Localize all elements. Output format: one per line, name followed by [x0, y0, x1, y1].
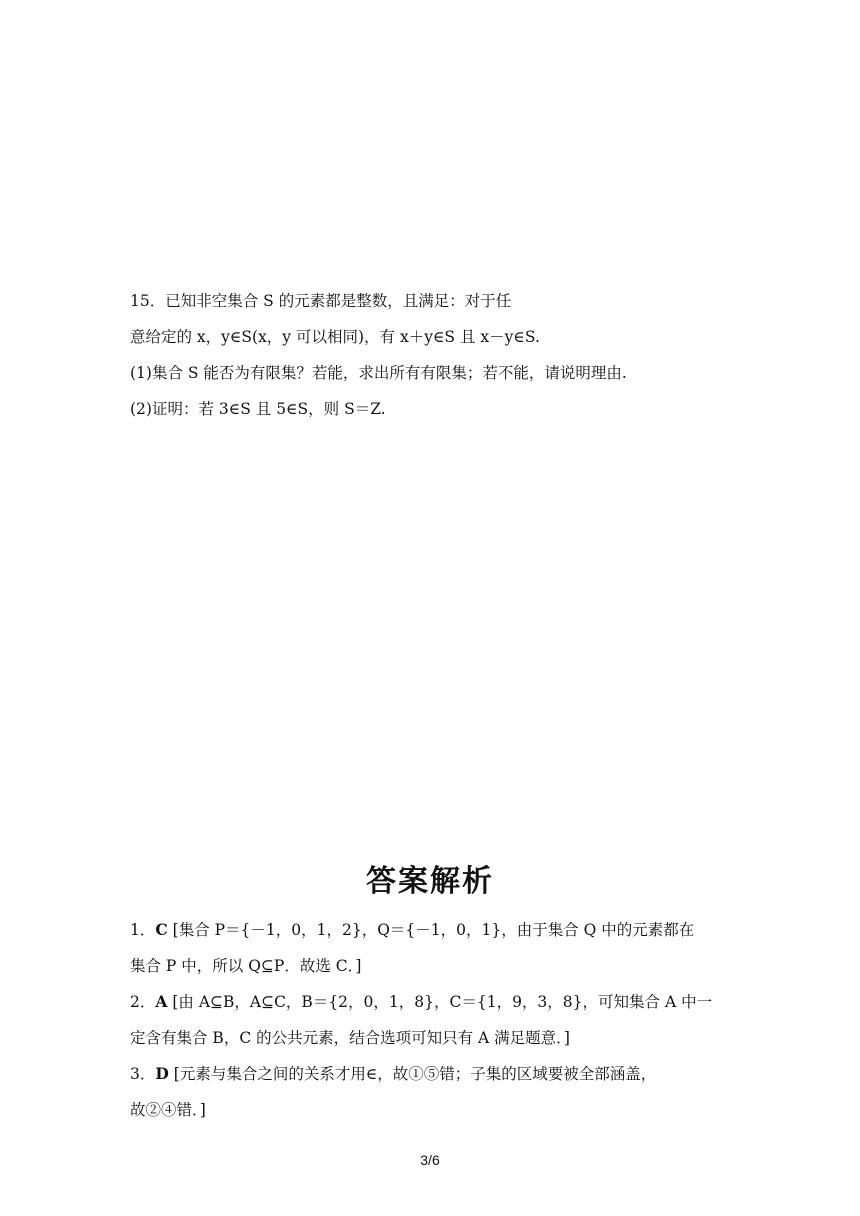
answer-line	[130, 1056, 740, 1092]
answer-choice: A	[155, 992, 168, 1011]
answer-number: 3．	[130, 1065, 156, 1083]
answer-choice: D	[155, 1064, 169, 1083]
answer-explanation: [由 A⊆B，A⊆C，B＝{2，0，1，8}，C＝{1，9，3，8}，可知集合 A 中一	[172, 993, 713, 1011]
answer-choice: C	[155, 920, 168, 939]
answer-explanation: [元素与集合之间的关系才用∈，故①⑤错；子集的区域要被全部涵盖，	[173, 1065, 657, 1083]
answer-item	[130, 912, 740, 984]
question-15-part-2: (2)证明：若 3∈S 且 5∈S，则 S＝Z.	[130, 400, 386, 418]
answer-explanation-continued: 故②④错．]	[130, 1101, 206, 1119]
answer-section-title: 答案解析	[366, 864, 494, 899]
answer-number: 1．	[130, 921, 156, 939]
question-15	[130, 283, 750, 427]
question-15-line-2: 意给定的 x，y∈S(x，y 可以相同)，有 x＋y∈S 且 x－y∈S.	[130, 328, 540, 346]
page-number: 3/6	[420, 1152, 440, 1168]
question-15-part-1: (1)集合 S 能否为有限集？若能，求出所有有限集；若不能，请说明理由.	[130, 364, 627, 382]
answer-explanation-continued: 定含有集合 B，C 的公共元素，结合选项可知只有 A 满足题意．]	[130, 1029, 570, 1047]
answer-line	[130, 984, 740, 1020]
answer-explanation: [集合 P＝{－1，0，1，2}，Q＝{－1，0，1}，由于集合 Q 中的元素都在	[172, 921, 695, 939]
answer-line	[130, 912, 740, 948]
answer-number: 2．	[130, 993, 156, 1011]
answer-item	[130, 984, 740, 1056]
answer-explanation-continued: 集合 P 中，所以 Q⊆P．故选 C．]	[130, 957, 362, 975]
answer-item	[130, 1056, 740, 1128]
answer-list	[130, 912, 740, 1128]
question-15-line-1: 15．已知非空集合 S 的元素都是整数，且满足：对于任	[130, 292, 512, 310]
